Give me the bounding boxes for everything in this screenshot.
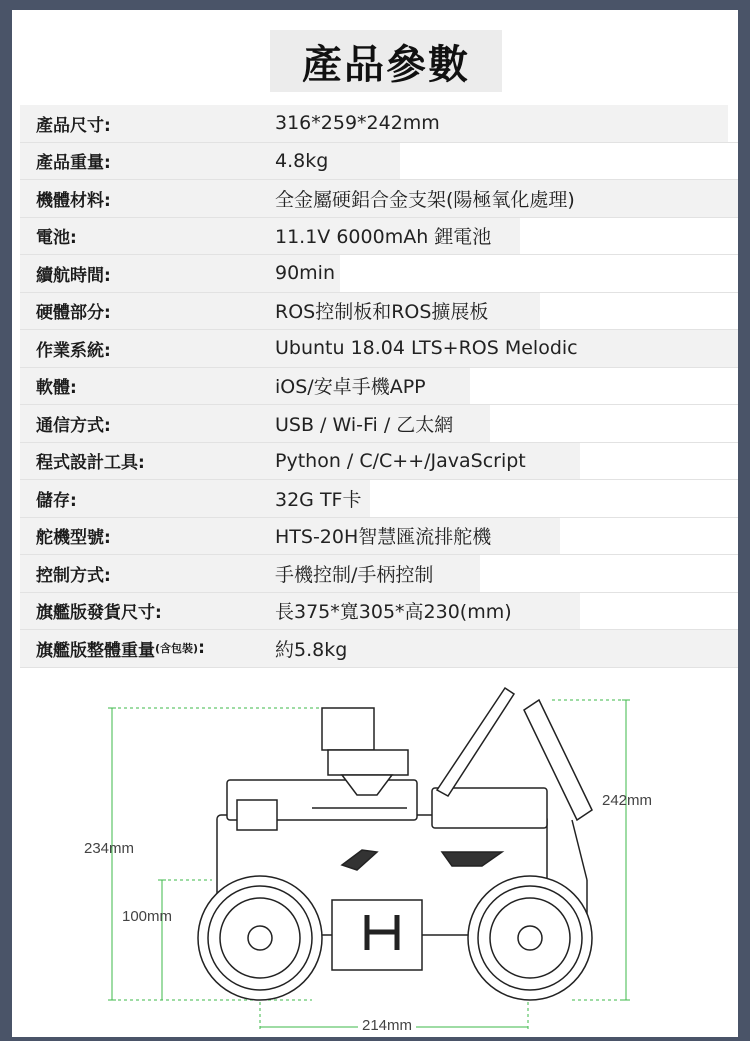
spec-label-text: 旗艦版發貨尺寸: bbox=[36, 603, 162, 624]
spec-label-note: (含包裝) bbox=[155, 642, 199, 656]
title-box bbox=[270, 30, 502, 92]
spec-label-text: 電池: bbox=[36, 228, 77, 249]
spec-row bbox=[20, 368, 738, 406]
spec-label-text: 舵機型號: bbox=[36, 528, 111, 549]
spec-value: 4.8kg bbox=[275, 149, 329, 172]
height-total-dimension: 234mm bbox=[84, 840, 135, 857]
spec-value: 90min bbox=[275, 262, 336, 285]
spec-label bbox=[36, 593, 162, 630]
spec-label-text: 通信方式: bbox=[36, 415, 111, 436]
spec-label-text: 旗艦版整體重量 bbox=[36, 640, 155, 661]
spec-value: 全金屬硬鋁合金支架(陽極氧化處理) bbox=[275, 188, 575, 211]
spec-label bbox=[36, 518, 111, 555]
spec-label-text: 產品尺寸: bbox=[36, 115, 111, 136]
wheelbase-dimension: 214mm bbox=[358, 1017, 416, 1034]
spec-value: ROS控制板和ROS擴展板 bbox=[275, 301, 489, 324]
spec-label bbox=[36, 180, 111, 217]
spec-label-suffix: : bbox=[198, 638, 205, 659]
spec-row bbox=[20, 518, 738, 556]
spec-value: 316*259*242mm bbox=[275, 112, 440, 135]
spec-label bbox=[36, 480, 77, 517]
spec-row bbox=[20, 218, 738, 256]
spec-label-text: 軟體: bbox=[36, 378, 77, 399]
spec-label bbox=[36, 255, 111, 292]
spec-label bbox=[36, 630, 205, 667]
spec-value: 長375*寬305*高230(mm) bbox=[275, 601, 512, 624]
spec-row bbox=[20, 180, 738, 218]
spec-label bbox=[36, 105, 111, 142]
spec-label bbox=[36, 330, 111, 367]
spec-label-text: 儲存: bbox=[36, 490, 77, 511]
spec-value: Python / C/C++/JavaScript bbox=[275, 449, 526, 472]
spec-label-text: 程式設計工具: bbox=[36, 453, 145, 474]
spec-value: 約5.8kg bbox=[275, 638, 348, 661]
spec-value: Ubuntu 18.04 LTS+ROS Melodic bbox=[275, 337, 578, 360]
spec-value: 手機控制/手柄控制 bbox=[275, 563, 434, 586]
spec-value: 32G TF卡 bbox=[275, 488, 362, 511]
spec-value: 11.1V 6000mAh 鋰電池 bbox=[275, 226, 492, 249]
spec-label bbox=[36, 368, 77, 405]
spec-label-text: 產品重量: bbox=[36, 153, 111, 174]
spec-row bbox=[20, 255, 738, 293]
spec-sheet bbox=[12, 10, 738, 1037]
spec-row bbox=[20, 143, 738, 181]
spec-label-text: 硬體部分: bbox=[36, 303, 111, 324]
spec-row bbox=[20, 405, 738, 443]
spec-row bbox=[20, 443, 738, 481]
spec-label bbox=[36, 405, 111, 442]
spec-table bbox=[20, 105, 738, 668]
spec-value: HTS-20H智慧匯流排舵機 bbox=[275, 526, 492, 549]
spec-label bbox=[36, 555, 111, 592]
robot-dimension-diagram bbox=[12, 670, 738, 1037]
page-title: 產品參數 bbox=[302, 41, 470, 88]
spec-row bbox=[20, 330, 738, 368]
spec-label-text: 作業系統: bbox=[36, 340, 111, 361]
spec-row bbox=[20, 593, 738, 631]
spec-row bbox=[20, 630, 738, 668]
height-lower-dimension: 100mm bbox=[122, 908, 173, 925]
spec-label bbox=[36, 143, 111, 180]
spec-row bbox=[20, 480, 738, 518]
spec-label-text: 續航時間: bbox=[36, 265, 111, 286]
spec-value: iOS/安卓手機APP bbox=[275, 376, 426, 399]
spec-label bbox=[36, 293, 111, 330]
spec-row bbox=[20, 555, 738, 593]
height-screen-dimension: 242mm bbox=[602, 792, 653, 809]
spec-label bbox=[36, 443, 145, 480]
spec-row bbox=[20, 293, 738, 331]
spec-label-text: 機體材料: bbox=[36, 190, 111, 211]
spec-value: USB / Wi-Fi / 乙太網 bbox=[275, 413, 454, 436]
spec-label-text: 控制方式: bbox=[36, 565, 111, 586]
spec-row bbox=[20, 105, 738, 143]
spec-label bbox=[36, 218, 77, 255]
